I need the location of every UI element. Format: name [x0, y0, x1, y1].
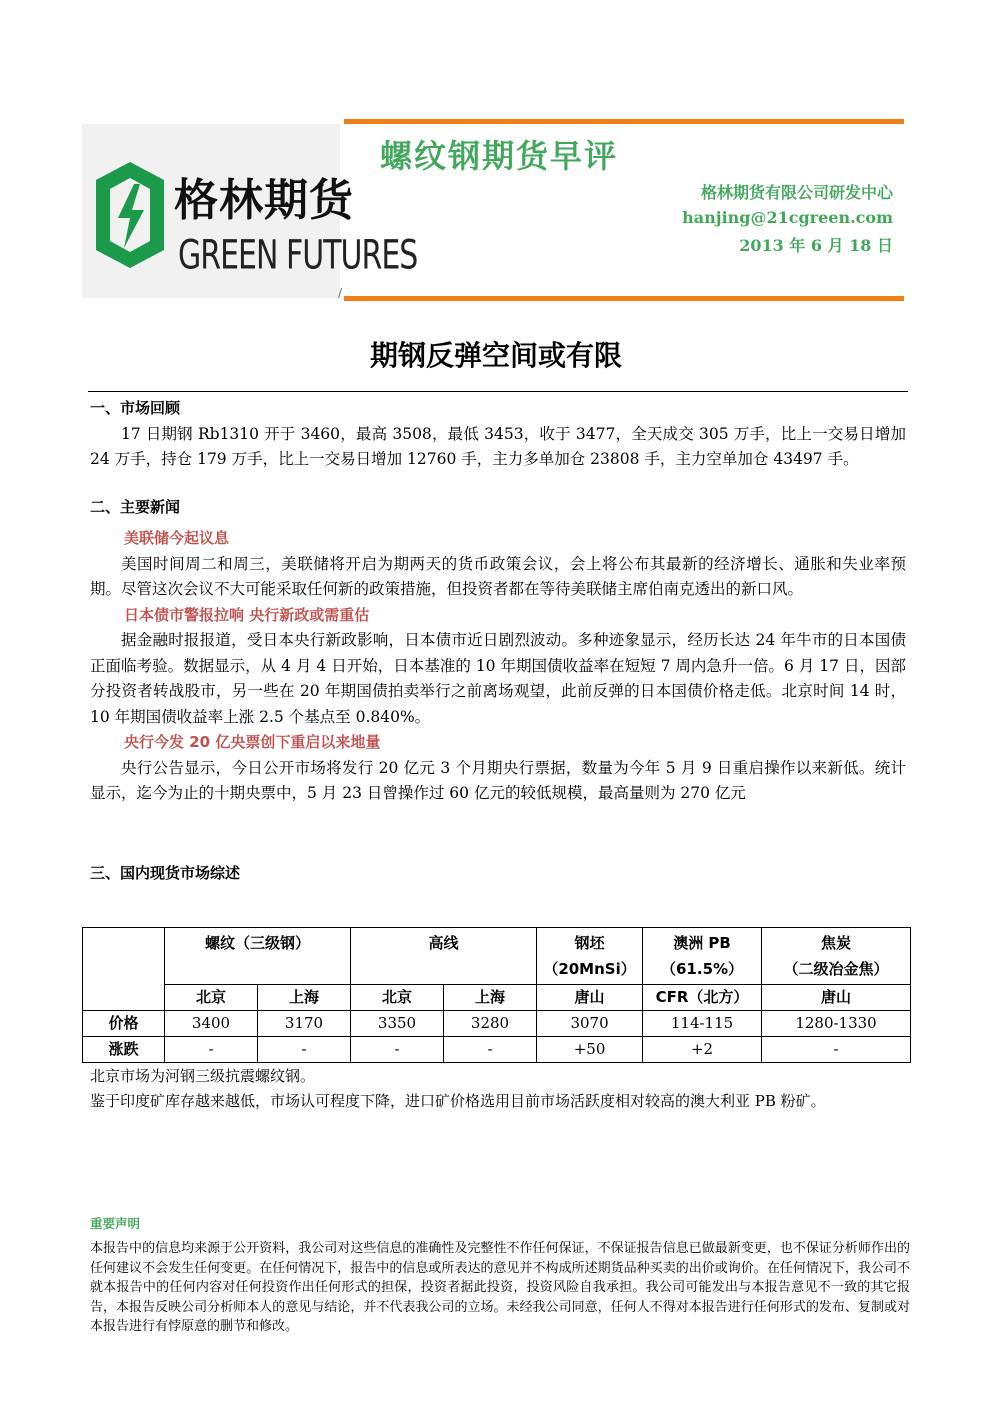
news-text-pboc: 央行公告显示，今日公开市场将发行 20 亿元 3 个月期央行票据，数量为今年 5 月 9 日重启操作以来新低。统计显示，迄今为止的十期央票中，5 月 23 日曾操作过 60 亿元的较低规模，最高量则为 270 亿元	[90, 758, 906, 802]
disclaimer-text: 本报告中的信息均来源于公开资料，我公司对这些信息的准确性及完整性不作任何保证，不保证报告信息已做最新变更，也不保证分析师作出的任何建议不会发生任何变更。在任何情况下，报告中的信息或所表达的意见并不构成所述期货品种买卖的出价或询价。在任何情况下，我公司不就本报告中的任何内容对任何投资作出任何形式的担保，投资者据此投资，投资风险自我承担。我公司可能发出与本报告意见不一致的其它报告，本报告反映公司分析师本人的意见与结论，并不代表我公司的立场。未经我公司同意，任何人不得对本报告进行任何形式的发布、复制或对本报告进行有悖原意的删节和修改。	[90, 1241, 910, 1334]
location-cell: 北京	[351, 985, 444, 1011]
change-cell: -	[258, 1037, 351, 1063]
location-cell: 唐山	[762, 985, 911, 1011]
table-row-change	[83, 1037, 911, 1063]
report-body	[90, 396, 906, 886]
headline-rule	[88, 391, 908, 392]
logo-english-text: GREEN FUTURES	[178, 232, 418, 280]
header-coke: 焦炭 （二级冶金焦）	[762, 928, 911, 985]
report-date: 2013 年 6 月 18 日	[739, 236, 893, 255]
price-cell: 3280	[444, 1011, 537, 1037]
price-cell: 3400	[165, 1011, 258, 1037]
news-title-fed: 美联储今起议息	[124, 529, 230, 547]
change-cell: +2	[643, 1037, 762, 1063]
price-cell: 114-115	[643, 1011, 762, 1037]
disclaimer-title: 重要声明	[90, 1216, 141, 1231]
row-label-change: 涨跌	[83, 1037, 165, 1063]
logo-chinese-text: 格林期货	[174, 175, 354, 226]
location-cell: 上海	[444, 985, 537, 1011]
change-cell: +50	[537, 1037, 643, 1063]
news-title-japan: 日本债市警报拉响 央行新政或需重估	[124, 605, 370, 624]
location-cell: 北京	[165, 985, 258, 1011]
note-beijing: 北京市场为河钢三级抗震螺纹钢。	[90, 1067, 316, 1085]
location-cell: CFR（北方）	[643, 985, 762, 1011]
review-paragraph: 17 日期钢 Rb1310 开于 3460，最高 3508，最低 3453，收于 3477，全天成交 305 万手，比上一交易日增加 24 万手，持仓 179 万手，比上一交易日增加 12760 手，主力多单加仓 23808 手，主力空单加仓 43497 手。	[90, 424, 906, 468]
table-corner-cell	[83, 928, 165, 1011]
news-title-pboc: 央行今发 20 亿央票创下重启以来地量	[124, 733, 381, 751]
header-wire-rod: 高线	[351, 928, 537, 985]
header-billet: 钢坯 （20MnSi）	[537, 928, 643, 985]
spot-price-table	[82, 927, 911, 1063]
table-location-row	[83, 985, 911, 1011]
header-rebar: 螺纹（三级钢）	[165, 928, 351, 985]
change-cell: -	[762, 1037, 911, 1063]
section-title-review: 一、市场回顾	[90, 399, 181, 417]
stray-mark: /	[338, 286, 343, 300]
location-cell: 唐山	[537, 985, 643, 1011]
price-cell: 1280-1330	[762, 1011, 911, 1037]
price-cell: 3070	[537, 1011, 643, 1037]
header-bottom-divider	[344, 296, 904, 301]
research-center: 格林期货有限公司研发中心	[700, 183, 893, 202]
report-title: 螺纹钢期货早评	[380, 137, 619, 175]
contact-email[interactable]: hanjing@21cgreen.com	[682, 208, 893, 227]
green-futures-logo-icon	[94, 160, 166, 270]
header-australian-pb: 澳洲 PB （61.5%）	[643, 928, 762, 985]
table-header-row	[83, 928, 911, 985]
table-notes	[90, 1064, 906, 1114]
company-logo	[82, 124, 418, 300]
note-iron-ore: 鉴于印度矿库存越来越低，市场认可程度下降，进口矿价格选用目前市场活跃度相对较高的澳大利亚 PB 粉矿。	[90, 1092, 826, 1110]
row-label-price: 价格	[83, 1011, 165, 1037]
table-row-price	[83, 1011, 911, 1037]
price-cell: 3350	[351, 1011, 444, 1037]
section-title-spot: 三、国内现货市场综述	[90, 863, 241, 882]
header-top-divider	[344, 119, 904, 124]
change-cell: -	[351, 1037, 444, 1063]
news-text-japan: 据金融时报报道，受日本央行新政影响，日本债市近日剧烈波动。多种迹象显示，经历长达 24 年牛市的日本国债正面临考验。数据显示，从 4 月 4 日开始，日本基准的 10 年期国债收益率在短短 7 周内急升一倍。6 月 17 日，因部分投资者转战股市，另一些在 20 年期国债拍卖举行之前离场观望，此前反弹的日本国债价格走低。北京时间 14 时，10 年期国债收益率上涨 2.5 个基点至 0.840%。	[90, 631, 906, 726]
location-cell: 上海	[258, 985, 351, 1011]
change-cell: -	[444, 1037, 537, 1063]
price-cell: 3170	[258, 1011, 351, 1037]
headline: 期钢反弹空间或有限	[369, 339, 622, 372]
section-title-news: 二、主要新闻	[90, 497, 181, 516]
news-text-fed: 美国时间周二和周三，美联储将开启为期两天的货币政策会议，会上将公布其最新的经济增长、通胀和失业率预期。尽管这次会议不大可能采取任何新的政策措施，但投资者都在等待美联储主席伯南克透出的新口风。	[90, 554, 906, 598]
change-cell: -	[165, 1037, 258, 1063]
